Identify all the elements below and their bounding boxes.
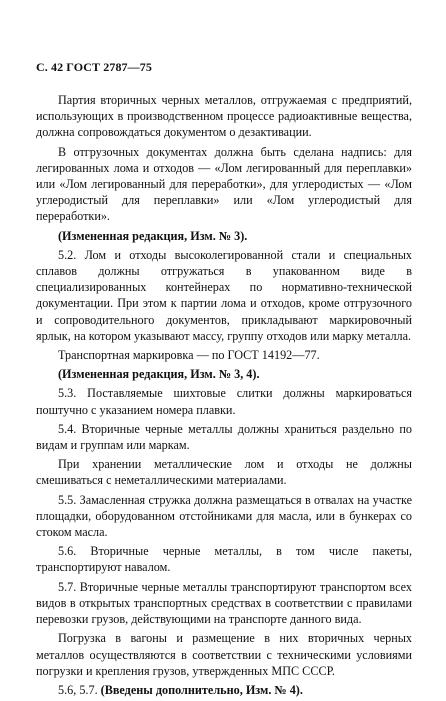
final-note-prefix: 5.6, 5.7.: [58, 682, 101, 697]
paragraph-5-6: 5.6. Вторичные черные металлы, в том числе пакеты, транспортируют навалом.: [36, 544, 412, 575]
document-body: [36, 92, 412, 701]
paragraph-storage: При хранении металлические лом и отходы не должны смешиваться с неметаллическими материалами.: [36, 457, 412, 488]
paragraph-5-3: 5.3. Поставляемые шихтовые слитки должны маркироваться поштучно с указанием номера плавки.: [36, 386, 412, 417]
paragraph-5-4: 5.4. Вторичные черные металлы должны храниться раздельно по видам и группам или маркам.: [36, 421, 412, 453]
page-header: С. 42 ГОСТ 2787—75: [36, 60, 152, 74]
paragraph-5-7: 5.7. Вторичные черные металлы транспортируют транспортом всех видов в открытых транспортных средствах в соответствии с правилами перевозки грузов, действующими на транспорте данного вида.: [36, 579, 412, 627]
amendment-note: (Измененная редакция, Изм. № 3, 4).: [58, 367, 260, 382]
paragraph-5-2: 5.2. Лом и отходы высоколегированной стали и специальных сплавов должны отгружаться в упакованном виде в специализированных контейнерах по нормативно-технической документации. При этом к партии лома и отходов, кроме отгрузочного и сопроводительного документов, прикладывают маркировочный ярлык, на котором указывают массу, группу отходов или марку металла.: [36, 247, 412, 343]
paragraph-transport-marking: Транспортная маркировка — по ГОСТ 14192—77.: [58, 348, 320, 363]
paragraph-shipping-docs: В отгрузочных документах должна быть сделана надпись: для легированных лома и отходов — «Лом легированный для переплавки» или «Лом легированный для переработки», для углеродистых — «Лом углеродистый для переплавки» или «Лом углеродистый для переработки».: [36, 144, 412, 224]
paragraph-loading: Погрузка в вагоны и размещение в них вторичных черных металлов осуществляются в соответствии с техническими условиями погрузки и крепления грузов, утвержденных МПС СССР.: [36, 631, 412, 678]
paragraph-radioactive: Партия вторичных черных металлов, отгружаемая с предприятий, использующих в производственном процессе радиоактивные вещества, должна сопровождаться документом о дезактивации.: [36, 93, 412, 140]
final-note-bold: (Введены дополнительно, Изм. № 4).: [100, 682, 303, 697]
paragraph-5-5: 5.5. Замасленная стружка должна размещаться в отвалах на участке площадки, оборудованном отстойниками для масла, или в бункерах со стоком масла.: [36, 492, 412, 540]
final-note: [36, 682, 412, 698]
amendment-note: (Измененная редакция, Изм. № 3).: [58, 228, 248, 243]
